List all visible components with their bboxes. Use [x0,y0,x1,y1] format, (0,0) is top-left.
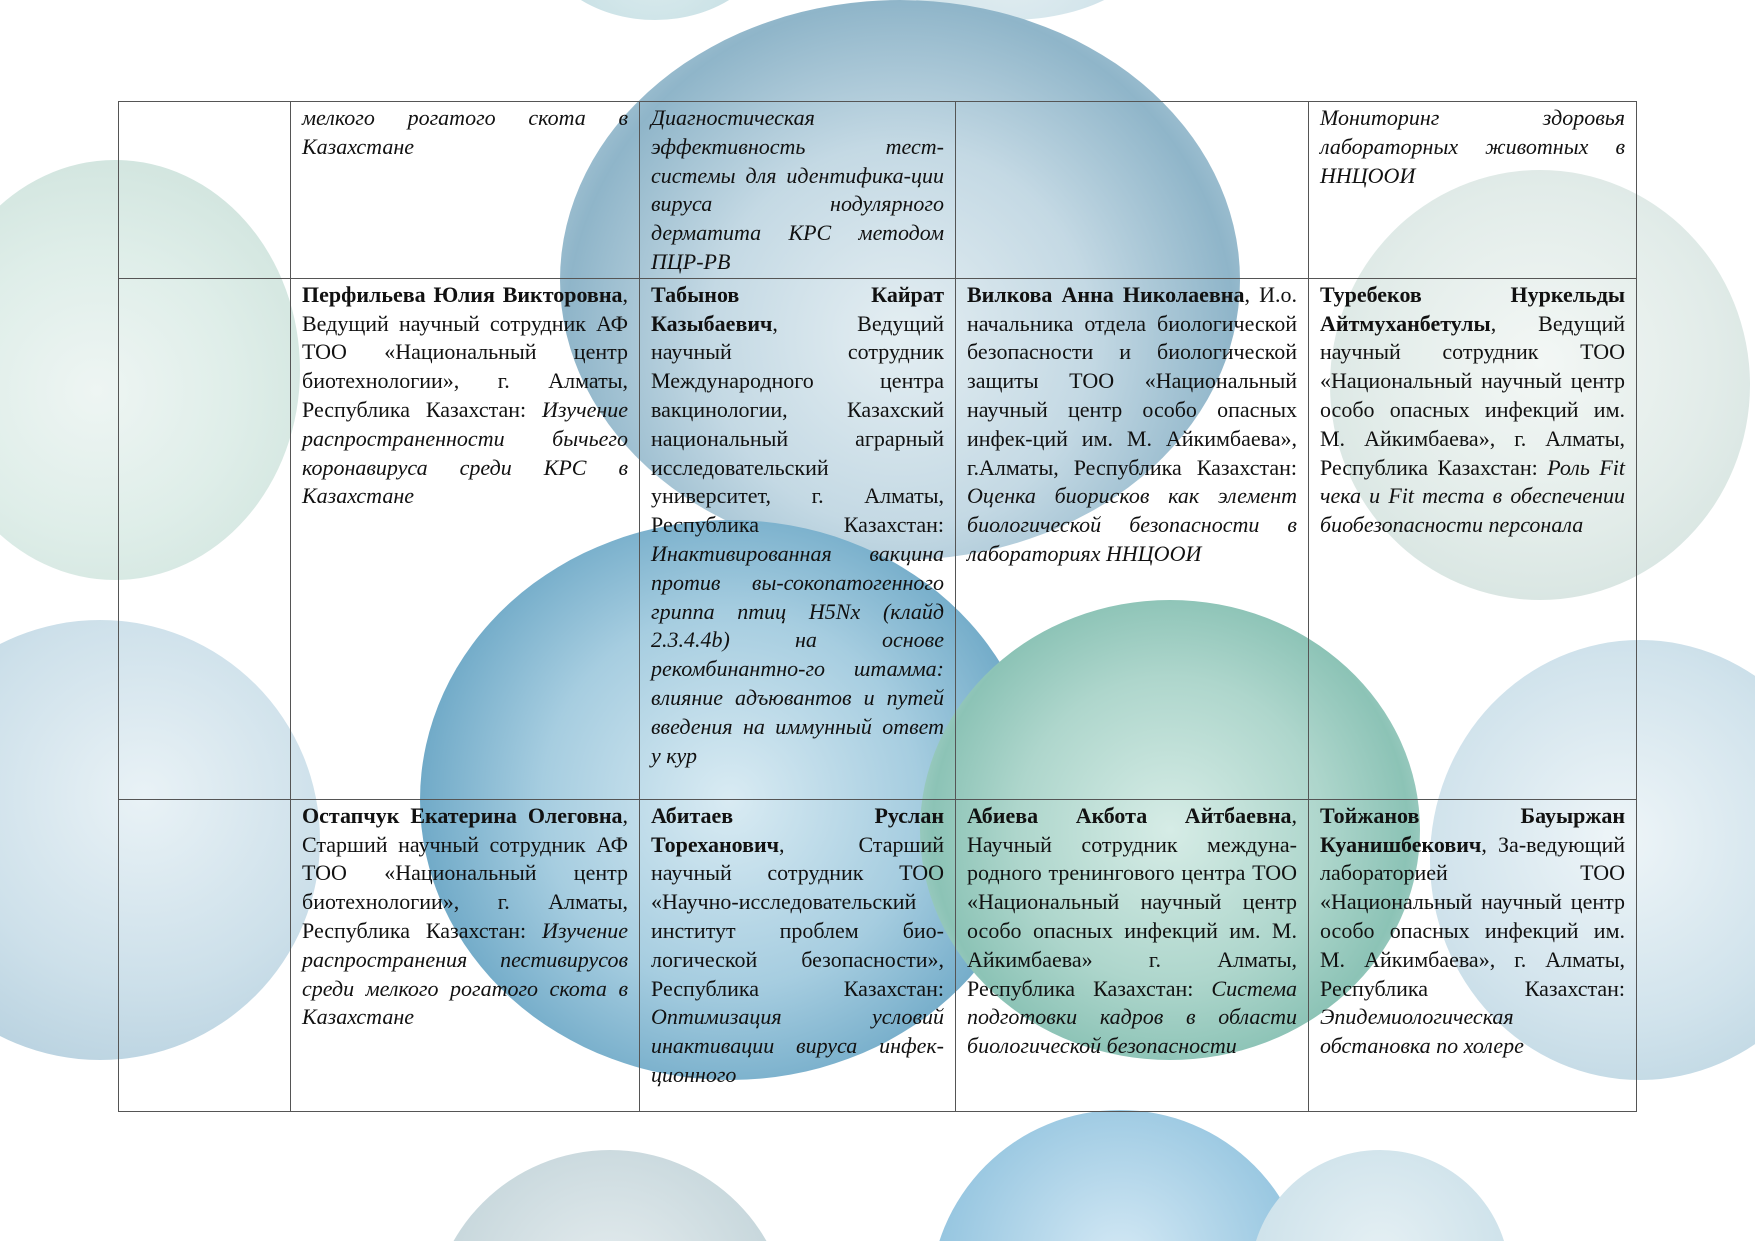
speaker-details: , Ведущий научный сотрудник ТОО «Национальный научный центр особо опасных инфекций им. М. Айкимбаева», г. Алматы, Республика Казахстан: [1320,310,1625,480]
report-topic: Изучение распространения пестивирусов среди мелкого рогатого скота в Казахстане [302,917,629,1030]
report-topic: мелкого рогатого скота в Казахстане [302,105,628,159]
speaker-details: , Ведущий научный сотрудник АФ ТОО «Национальный центр биотехнологии», г. Алматы, Республика Казахстан: [302,281,628,422]
speaker-name: Перфильева Юлия Викторовна [302,281,623,307]
table-cell [640,799,956,1111]
table-row [119,102,1637,279]
speaker-name: Туребеков Нуркельды Айтмуханбетулы [1320,281,1625,336]
table-cell [640,278,956,799]
speaker-details: , За-ведующий лабораторией ТОО «Национальный научный центр особо опасных инфекций им. М. Айкимбаева», г. Алматы, Республика Казахстан: [1320,831,1625,1001]
speaker-details: , Старший научный сотрудник АФ ТОО «Национальный центр биотехнологии», г. Алматы, Республика Казахстан: [302,802,628,943]
report-topic: Мониторинг здоровья лабораторных животных в ННЦООИ [1320,105,1625,188]
speaker-details: , Старший научный сотрудник ТОО «Научно-исследовательский институт проблем био-логической безопасности», Республика Казахстан: [651,831,944,1001]
speaker-name: Абитаев Руслан Тореханович [651,802,944,857]
table-cell [956,102,1309,279]
table-cell [291,278,640,799]
speaker-details: , Ведущий научный сотрудник Международного центра вакцинологии, Казахский национальный аграрный исследовательский университет, г. Алматы, Республика Казахстан: [651,310,944,538]
speaker-name: Вилкова Анна Николаевна [967,281,1245,307]
table-cell [640,102,956,279]
table-row [119,799,1637,1111]
decor-circle [430,1150,790,1241]
speaker-name: Остапчук Екатерина Олеговна [302,802,623,828]
speaker-name: Тойжанов Бауыржан Куанишбекович [1320,802,1625,857]
decor-circle [540,0,770,20]
table-cell [1309,278,1637,799]
table-cell [1309,799,1637,1111]
decor-circle [930,1110,1310,1241]
speaker-name: Табынов Кайрат Казыбаевич [651,281,944,336]
report-topic: Диагностическая эффективность тест-системы для идентифика-ции вируса нодулярного дерматита КРС методом ПЦР-РВ [651,105,944,274]
program-table [118,101,1637,1112]
report-topic: Оценка биорисков как элемент биологической безопасности в лабораториях ННЦООИ [967,483,1297,566]
report-topic: Эпидемиологическая обстановка по холере [1320,1004,1524,1059]
table-cell [119,278,291,799]
table-cell [956,278,1309,799]
table-cell [291,799,640,1111]
table-cell [291,102,640,279]
report-topic: Инактивированная вакцина против вы-сокопатогенного гриппа птиц H5Nx (клайд 2.3.4.4b) на основе рекомбинантно-го штамма: влияние адъювантов и путей введения на иммунный ответ у кур [651,540,944,768]
table-cell [956,799,1309,1111]
report-topic: Роль Fit чека и Fit теста в обеспечении биобезопасности персонала [1320,454,1625,538]
report-topic: Система подготовки кадров в области биологической безопасности [967,975,1298,1059]
table-cell [119,102,291,279]
report-topic: Изучение распространенности бычьего коронавируса среди КРС в Казахстане [302,396,629,509]
table-cell [119,799,291,1111]
decor-circle [1250,1150,1510,1241]
report-topic: Оптимизация условий инактивации вируса инфек-ционного [651,1004,944,1087]
speaker-name: Абиева Акбота Айтбаевна [967,802,1292,828]
speaker-details: , Научный сотрудник междуна-родного тренингового центра ТОО «Национальный научный центр особо опасных инфекций им. М. Айкимбаева» г. Алматы, Республика Казахстан: [967,802,1297,1001]
speaker-details: , И.о. начальника отдела биологической безопасности и биологической защиты ТОО «Национальный научный центр особо опасных инфек-ций им. М. Айкимбаева», г.Алматы, Республика Казахстан: [967,281,1298,480]
table-row [119,278,1637,799]
table-cell [1309,102,1637,279]
